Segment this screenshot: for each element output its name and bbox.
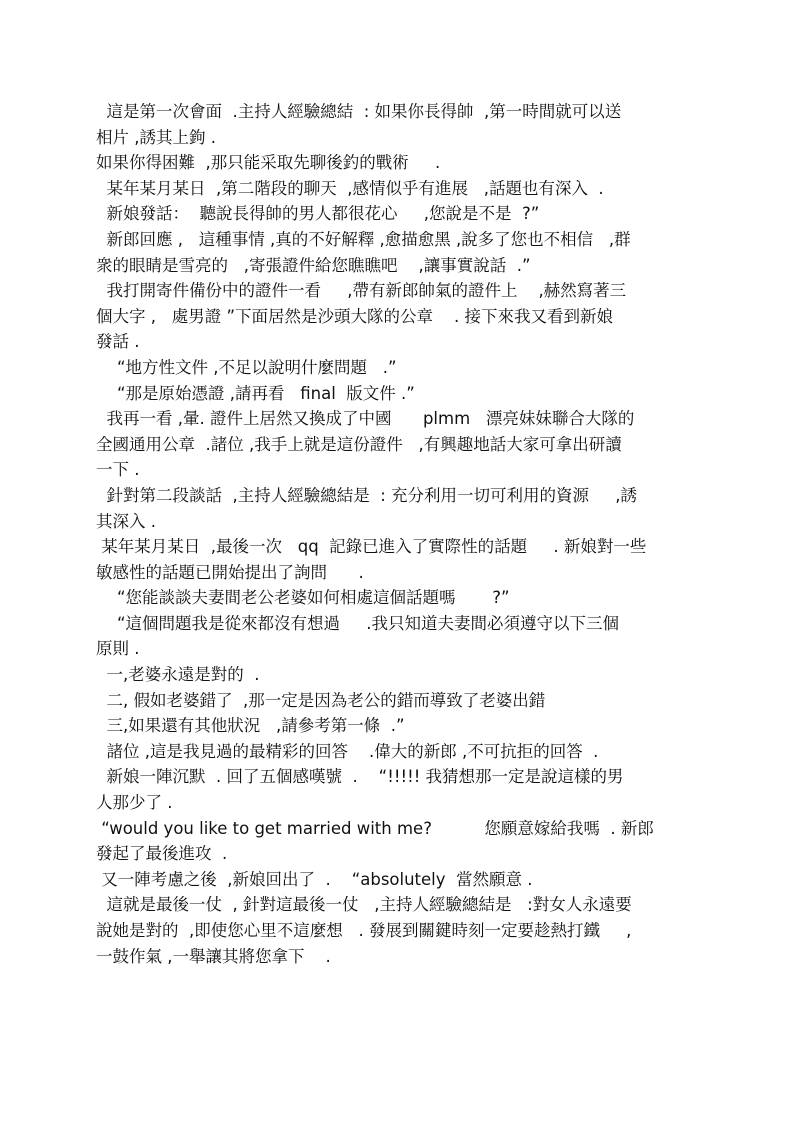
text-line: 發話 .	[96, 332, 140, 352]
text-line: “地方性文件 ,不足以說明什麼問題 .”	[96, 357, 397, 377]
text-line: 某年某月某日 ,最後一次 qq 記錄已進入了實際性的話題 . 新娘對一些	[96, 537, 647, 557]
text-line: 又一陣考慮之後 ,新娘回出了 . “absolutely 當然願意 .	[96, 869, 533, 889]
text-line: 新郎回應 , 這種事情 ,真的不好解釋 ,愈描愈黑 ,說多了您也不相信 ,群	[96, 229, 631, 249]
text-line: 諸位 ,這是我見過的最精彩的回答 .偉大的新郎 ,不可抗拒的回答 .	[96, 741, 599, 761]
text-line: 衆的眼睛是雪亮的 ,寄張證件給您瞧瞧吧 ,讓事實說話 .”	[96, 255, 531, 275]
text-line: 這是第一次會面 .主持人經驗總結 : 如果你長得帥 ,第一時間就可以送	[96, 102, 622, 121]
text-line: 新娘一陣沉默 . 回了五個感嘆號 . “!!!!! 我猜想那一定是說這樣的男	[96, 767, 624, 787]
text-line: 說她是對的 ,即使您心里不這麼想 . 發展到關鍵時刻一定要趁熱打鐵 ,	[96, 921, 632, 940]
text-line: 這就是最後一仗 , 針對這最後一仗 ,主持人經驗總結是 :對女人永遠要	[96, 895, 632, 915]
text-line: 人那少了 .	[96, 793, 173, 813]
text-line: “那是原始憑證 ,請再看 final 版文件 .”	[96, 383, 415, 403]
text-line: 一下 .	[96, 460, 140, 480]
text-line: 二, 假如老婆錯了 ,那一定是因為老公的錯而導致了老婆出錯	[96, 690, 546, 710]
text-line: 我再一看 ,暈. 證件上居然又換成了中國 plmm 漂亮妹妹聯合大隊的	[96, 409, 635, 429]
text-line: 原則 .	[96, 639, 140, 659]
text-line: 某年某月某日 ,第二階段的聊天 ,感情似乎有進展 ,話題也有深入 .	[96, 178, 604, 198]
text-line: “would you like to get married with me? 您願意嫁給我嗎 . 新郎	[96, 818, 654, 838]
text-line: 敏感性的話題已開始提出了詢問 .	[96, 562, 364, 582]
text-line: “您能談談夫妻間老公老婆如何相處這個話題嗎 ?”	[96, 588, 510, 608]
text-line: 一,老婆永遠是對的 .	[96, 665, 260, 685]
text-line: 相片 ,誘其上鉤 .	[96, 127, 216, 147]
text-line: 發起了最後進攻 .	[96, 844, 228, 864]
text-line: 全國通用公章 .諸位 ,我手上就是這份證件 ,有興趣地話大家可拿出研讀	[96, 434, 622, 454]
text-line: 其深入 .	[96, 511, 156, 531]
text-line: 個大字 , 處男證 ”下面居然是沙頭大隊的公章 . 接下來我又看到新娘	[96, 306, 613, 326]
text-line: 新娘發話： 聽說長得帥的男人都很花心 ,您說是不是 ?”	[96, 204, 540, 224]
text-line: “這個問題我是從來都沒有想過 .我只知道夫妻間必須遵守以下三個	[96, 613, 619, 633]
text-line: 一鼓作氣 ,一舉讓其將您拿下 .	[96, 946, 331, 966]
text-line: 三,如果還有其他狀況 ,請參考第一條 .”	[96, 716, 405, 736]
text-line: 針對第二段談話 ,主持人經驗總結是 : 充分利用一切可利用的資源 ,誘	[96, 485, 637, 505]
text-line: 我打開寄件備份中的證件一看 ,帶有新郎帥氣的證件上 ,赫然寫著三	[96, 281, 627, 301]
text-line: 如果你得困難 ,那只能采取先聊後釣的戰術 .	[96, 153, 441, 173]
document-body	[96, 99, 696, 969]
